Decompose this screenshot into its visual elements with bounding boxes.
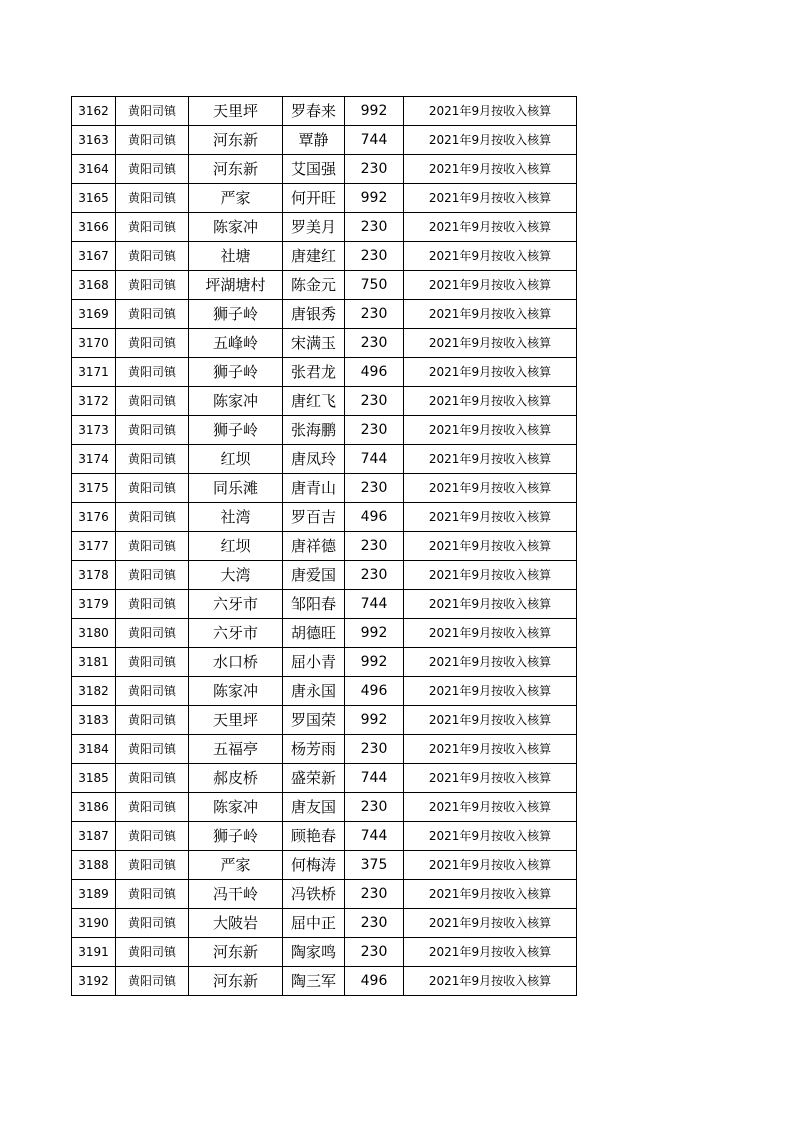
table-row [72, 416, 577, 445]
cell-amount: 992 [345, 97, 404, 126]
cell-town: 黄阳司镇 [116, 851, 189, 880]
cell-town: 黄阳司镇 [116, 97, 189, 126]
cell-village: 郝皮桥 [189, 764, 283, 793]
cell-note: 2021年9月按收入核算 [404, 619, 577, 648]
cell-amount: 744 [345, 822, 404, 851]
cell-amount: 230 [345, 300, 404, 329]
table-row [72, 503, 577, 532]
cell-town: 黄阳司镇 [116, 764, 189, 793]
cell-person-name: 盛荣新 [283, 764, 345, 793]
cell-row-number: 3166 [72, 213, 116, 242]
cell-amount: 230 [345, 213, 404, 242]
cell-village: 社湾 [189, 503, 283, 532]
cell-person-name: 唐友国 [283, 793, 345, 822]
cell-village: 狮子岭 [189, 300, 283, 329]
cell-note: 2021年9月按收入核算 [404, 329, 577, 358]
cell-town: 黄阳司镇 [116, 184, 189, 213]
cell-person-name: 唐永国 [283, 677, 345, 706]
cell-person-name: 陈金元 [283, 271, 345, 300]
cell-person-name: 唐爱国 [283, 561, 345, 590]
cell-row-number: 3173 [72, 416, 116, 445]
cell-amount: 744 [345, 764, 404, 793]
cell-row-number: 3178 [72, 561, 116, 590]
cell-village: 冯干岭 [189, 880, 283, 909]
table-row [72, 735, 577, 764]
cell-person-name: 艾国强 [283, 155, 345, 184]
cell-amount: 230 [345, 793, 404, 822]
cell-person-name: 陶家鸣 [283, 938, 345, 967]
cell-row-number: 3167 [72, 242, 116, 271]
cell-town: 黄阳司镇 [116, 648, 189, 677]
cell-village: 河东新 [189, 126, 283, 155]
cell-amount: 744 [345, 590, 404, 619]
cell-row-number: 3186 [72, 793, 116, 822]
cell-town: 黄阳司镇 [116, 793, 189, 822]
cell-amount: 230 [345, 155, 404, 184]
cell-village: 六牙市 [189, 619, 283, 648]
cell-village: 河东新 [189, 967, 283, 996]
cell-note: 2021年9月按收入核算 [404, 300, 577, 329]
cell-town: 黄阳司镇 [116, 677, 189, 706]
cell-amount: 992 [345, 619, 404, 648]
cell-village: 大湾 [189, 561, 283, 590]
cell-row-number: 3175 [72, 474, 116, 503]
cell-amount: 496 [345, 503, 404, 532]
cell-row-number: 3189 [72, 880, 116, 909]
cell-person-name: 张海鹏 [283, 416, 345, 445]
cell-row-number: 3164 [72, 155, 116, 184]
cell-note: 2021年9月按收入核算 [404, 532, 577, 561]
cell-town: 黄阳司镇 [116, 445, 189, 474]
table-row [72, 184, 577, 213]
table-row [72, 793, 577, 822]
table-row [72, 938, 577, 967]
cell-amount: 230 [345, 909, 404, 938]
cell-amount: 992 [345, 706, 404, 735]
cell-row-number: 3181 [72, 648, 116, 677]
cell-note: 2021年9月按收入核算 [404, 387, 577, 416]
cell-person-name: 胡德旺 [283, 619, 345, 648]
cell-village: 陈家冲 [189, 387, 283, 416]
cell-village: 狮子岭 [189, 822, 283, 851]
cell-row-number: 3182 [72, 677, 116, 706]
cell-town: 黄阳司镇 [116, 358, 189, 387]
cell-person-name: 唐红飞 [283, 387, 345, 416]
cell-person-name: 冯铁桥 [283, 880, 345, 909]
cell-row-number: 3172 [72, 387, 116, 416]
cell-row-number: 3192 [72, 967, 116, 996]
cell-amount: 230 [345, 416, 404, 445]
cell-row-number: 3183 [72, 706, 116, 735]
cell-row-number: 3184 [72, 735, 116, 764]
cell-person-name: 顾艳春 [283, 822, 345, 851]
cell-amount: 496 [345, 677, 404, 706]
table-row [72, 532, 577, 561]
cell-town: 黄阳司镇 [116, 561, 189, 590]
table-row [72, 561, 577, 590]
table-row [72, 677, 577, 706]
cell-town: 黄阳司镇 [116, 532, 189, 561]
cell-village: 大陂岩 [189, 909, 283, 938]
cell-note: 2021年9月按收入核算 [404, 677, 577, 706]
cell-note: 2021年9月按收入核算 [404, 358, 577, 387]
cell-row-number: 3177 [72, 532, 116, 561]
table-row [72, 851, 577, 880]
table-row [72, 764, 577, 793]
cell-person-name: 罗春来 [283, 97, 345, 126]
cell-person-name: 邹阳春 [283, 590, 345, 619]
cell-amount: 230 [345, 880, 404, 909]
cell-village: 天里坪 [189, 706, 283, 735]
cell-note: 2021年9月按收入核算 [404, 155, 577, 184]
cell-village: 社塘 [189, 242, 283, 271]
cell-town: 黄阳司镇 [116, 619, 189, 648]
cell-amount: 230 [345, 474, 404, 503]
cell-note: 2021年9月按收入核算 [404, 967, 577, 996]
cell-village: 狮子岭 [189, 358, 283, 387]
cell-town: 黄阳司镇 [116, 938, 189, 967]
cell-person-name: 唐凤玲 [283, 445, 345, 474]
cell-row-number: 3169 [72, 300, 116, 329]
cell-town: 黄阳司镇 [116, 387, 189, 416]
cell-village: 严家 [189, 851, 283, 880]
table-row [72, 445, 577, 474]
cell-person-name: 罗美月 [283, 213, 345, 242]
cell-village: 狮子岭 [189, 416, 283, 445]
cell-amount: 992 [345, 648, 404, 677]
table-row [72, 97, 577, 126]
cell-amount: 750 [345, 271, 404, 300]
table-row [72, 358, 577, 387]
cell-note: 2021年9月按收入核算 [404, 880, 577, 909]
cell-row-number: 3180 [72, 619, 116, 648]
cell-town: 黄阳司镇 [116, 909, 189, 938]
cell-person-name: 宋满玉 [283, 329, 345, 358]
cell-town: 黄阳司镇 [116, 213, 189, 242]
table-row [72, 590, 577, 619]
cell-person-name: 何开旺 [283, 184, 345, 213]
cell-village: 河东新 [189, 155, 283, 184]
cell-row-number: 3190 [72, 909, 116, 938]
cell-note: 2021年9月按收入核算 [404, 851, 577, 880]
cell-village: 陈家冲 [189, 793, 283, 822]
table-row [72, 880, 577, 909]
cell-village: 天里坪 [189, 97, 283, 126]
cell-row-number: 3179 [72, 590, 116, 619]
table-row [72, 619, 577, 648]
table-row [72, 213, 577, 242]
cell-row-number: 3170 [72, 329, 116, 358]
cell-town: 黄阳司镇 [116, 242, 189, 271]
cell-town: 黄阳司镇 [116, 155, 189, 184]
table-row [72, 822, 577, 851]
cell-note: 2021年9月按收入核算 [404, 706, 577, 735]
cell-village: 坪湖塘村 [189, 271, 283, 300]
cell-village: 水口桥 [189, 648, 283, 677]
table-row [72, 329, 577, 358]
cell-town: 黄阳司镇 [116, 880, 189, 909]
cell-person-name: 罗国荣 [283, 706, 345, 735]
cell-amount: 496 [345, 967, 404, 996]
cell-note: 2021年9月按收入核算 [404, 822, 577, 851]
cell-person-name: 杨芳雨 [283, 735, 345, 764]
cell-town: 黄阳司镇 [116, 126, 189, 155]
table-row [72, 300, 577, 329]
cell-row-number: 3185 [72, 764, 116, 793]
cell-note: 2021年9月按收入核算 [404, 184, 577, 213]
cell-amount: 230 [345, 329, 404, 358]
cell-row-number: 3168 [72, 271, 116, 300]
cell-note: 2021年9月按收入核算 [404, 474, 577, 503]
cell-town: 黄阳司镇 [116, 271, 189, 300]
cell-person-name: 覃静 [283, 126, 345, 155]
cell-town: 黄阳司镇 [116, 735, 189, 764]
cell-row-number: 3187 [72, 822, 116, 851]
cell-town: 黄阳司镇 [116, 967, 189, 996]
cell-row-number: 3162 [72, 97, 116, 126]
cell-row-number: 3165 [72, 184, 116, 213]
table-row [72, 648, 577, 677]
cell-note: 2021年9月按收入核算 [404, 503, 577, 532]
cell-village: 红坝 [189, 532, 283, 561]
cell-note: 2021年9月按收入核算 [404, 938, 577, 967]
cell-town: 黄阳司镇 [116, 590, 189, 619]
table-body [72, 97, 577, 996]
cell-amount: 375 [345, 851, 404, 880]
cell-row-number: 3176 [72, 503, 116, 532]
cell-note: 2021年9月按收入核算 [404, 271, 577, 300]
cell-amount: 744 [345, 126, 404, 155]
cell-town: 黄阳司镇 [116, 300, 189, 329]
table-row [72, 155, 577, 184]
cell-note: 2021年9月按收入核算 [404, 445, 577, 474]
cell-village: 五福亭 [189, 735, 283, 764]
cell-town: 黄阳司镇 [116, 474, 189, 503]
cell-row-number: 3163 [72, 126, 116, 155]
table-row [72, 967, 577, 996]
cell-note: 2021年9月按收入核算 [404, 97, 577, 126]
cell-village: 陈家冲 [189, 213, 283, 242]
cell-note: 2021年9月按收入核算 [404, 648, 577, 677]
cell-note: 2021年9月按收入核算 [404, 793, 577, 822]
cell-person-name: 唐银秀 [283, 300, 345, 329]
cell-note: 2021年9月按收入核算 [404, 590, 577, 619]
cell-note: 2021年9月按收入核算 [404, 764, 577, 793]
cell-village: 同乐滩 [189, 474, 283, 503]
cell-amount: 992 [345, 184, 404, 213]
cell-amount: 744 [345, 445, 404, 474]
cell-person-name: 屈中正 [283, 909, 345, 938]
cell-amount: 230 [345, 938, 404, 967]
table-row [72, 474, 577, 503]
cell-person-name: 唐建红 [283, 242, 345, 271]
cell-person-name: 唐祥德 [283, 532, 345, 561]
cell-person-name: 张君龙 [283, 358, 345, 387]
cell-note: 2021年9月按收入核算 [404, 909, 577, 938]
cell-town: 黄阳司镇 [116, 706, 189, 735]
cell-person-name: 何梅涛 [283, 851, 345, 880]
cell-note: 2021年9月按收入核算 [404, 126, 577, 155]
cell-note: 2021年9月按收入核算 [404, 213, 577, 242]
cell-amount: 230 [345, 242, 404, 271]
cell-amount: 230 [345, 387, 404, 416]
cell-village: 严家 [189, 184, 283, 213]
cell-note: 2021年9月按收入核算 [404, 735, 577, 764]
table-row [72, 126, 577, 155]
cell-village: 五峰岭 [189, 329, 283, 358]
cell-amount: 230 [345, 735, 404, 764]
cell-row-number: 3174 [72, 445, 116, 474]
cell-row-number: 3171 [72, 358, 116, 387]
cell-town: 黄阳司镇 [116, 416, 189, 445]
cell-amount: 230 [345, 532, 404, 561]
table-row [72, 909, 577, 938]
table-row [72, 706, 577, 735]
cell-note: 2021年9月按收入核算 [404, 242, 577, 271]
cell-person-name: 罗百吉 [283, 503, 345, 532]
cell-town: 黄阳司镇 [116, 503, 189, 532]
cell-row-number: 3191 [72, 938, 116, 967]
cell-row-number: 3188 [72, 851, 116, 880]
cell-person-name: 唐青山 [283, 474, 345, 503]
cell-person-name: 陶三军 [283, 967, 345, 996]
cell-amount: 230 [345, 561, 404, 590]
cell-village: 陈家冲 [189, 677, 283, 706]
cell-note: 2021年9月按收入核算 [404, 416, 577, 445]
cell-person-name: 屈小青 [283, 648, 345, 677]
cell-town: 黄阳司镇 [116, 822, 189, 851]
cell-amount: 496 [345, 358, 404, 387]
data-table [71, 96, 577, 996]
cell-village: 红坝 [189, 445, 283, 474]
table-row [72, 387, 577, 416]
cell-note: 2021年9月按收入核算 [404, 561, 577, 590]
table-row [72, 242, 577, 271]
cell-village: 河东新 [189, 938, 283, 967]
cell-village: 六牙市 [189, 590, 283, 619]
cell-town: 黄阳司镇 [116, 329, 189, 358]
table-row [72, 271, 577, 300]
